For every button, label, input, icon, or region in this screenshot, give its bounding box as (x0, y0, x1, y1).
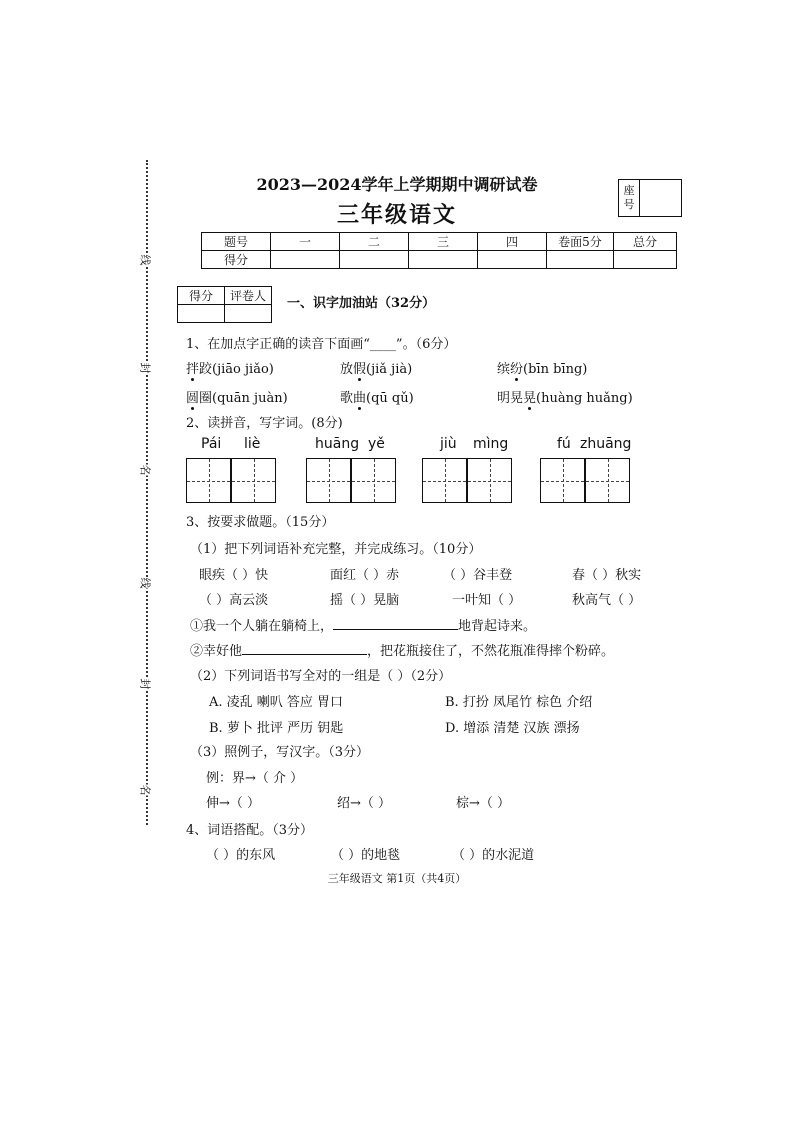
question-3-title: 3、按要求做题。（15分） (186, 515, 335, 530)
pinyin: zhuāng (580, 436, 632, 452)
idiom-fill-item[interactable]: 秋高气（ ） (572, 593, 642, 608)
binding-label: 线 (138, 577, 152, 589)
exam-title: 2023—2024学年上学期期中调研试卷 (256, 175, 538, 194)
sub-question-title: （3）照例子，写汉字。（3分） (190, 745, 370, 760)
word-match-item[interactable]: （ ）的东风 (206, 848, 276, 863)
score-row-label: 得分 (202, 251, 271, 269)
seat-number-field[interactable] (640, 180, 681, 216)
grader-score-label: 得分 (178, 287, 225, 305)
reading-item[interactable]: 拌跤(jiāo jiǎo) (186, 362, 274, 377)
pinyin: jiù (440, 436, 457, 452)
seat-label: 号 (623, 198, 635, 211)
writing-box[interactable] (422, 458, 467, 503)
question-2-title: 2、读拼音，写字词。(8分) (186, 416, 343, 431)
score-cell[interactable] (614, 251, 677, 269)
writing-box[interactable] (231, 458, 276, 503)
binding-label: 名 (138, 464, 152, 476)
blank-line[interactable] (242, 642, 367, 655)
reading-item[interactable]: 圆圈(quān juàn) (186, 391, 288, 406)
writing-box[interactable] (351, 458, 396, 503)
idiom-fill-item[interactable]: 春（ ）秋实 (572, 568, 642, 583)
score-header: 总分 (614, 233, 677, 251)
character-fill-item[interactable]: 伸→（ ） (206, 796, 261, 811)
score-header: 一 (271, 233, 340, 251)
binding-label: 名 (138, 784, 152, 796)
blank-line[interactable] (333, 617, 458, 630)
score-header: 题号 (202, 233, 271, 251)
writing-box[interactable] (306, 458, 351, 503)
question-1-title: 1、在加点字正确的读音下面画“____”。（6分） (186, 337, 457, 352)
score-header: 卷面5分 (547, 233, 614, 251)
sentence-fill-1: ①我一个人躺在躺椅上， 地背起诗来。 (190, 619, 537, 634)
grader-table (177, 286, 272, 323)
idiom-fill-item[interactable]: 眼疾（ ）快 (199, 568, 269, 583)
writing-box[interactable] (585, 458, 630, 503)
pinyin: fú (557, 436, 571, 452)
pinyin: Pái (201, 436, 222, 452)
reading-item[interactable]: 缤纷(bīn bīng) (497, 362, 588, 377)
page-footer: 三年级语文 第1页（共4页） (327, 872, 467, 885)
writing-box[interactable] (540, 458, 585, 503)
grader-score-cell[interactable] (178, 305, 225, 323)
subject-title: 三年级语文 (336, 202, 457, 228)
idiom-fill-item[interactable]: 面红（ ）赤 (330, 568, 400, 583)
score-cell[interactable] (409, 251, 478, 269)
idiom-fill-item[interactable]: （ ）高云淡 (199, 593, 269, 608)
pinyin: mìng (473, 436, 509, 452)
grader-name-cell[interactable] (225, 305, 272, 323)
idiom-fill-item[interactable]: 摇（ ）晃脑 (330, 593, 400, 608)
idiom-fill-item[interactable]: 一叶知（ ） (452, 593, 522, 608)
character-fill-item[interactable]: 绍→（ ） (337, 796, 392, 811)
section-title: 一、识字加油站（32分） (287, 296, 436, 311)
pinyin: huāng (315, 436, 360, 452)
reading-item[interactable]: 明晃晃(huàng huǎng) (497, 391, 633, 406)
score-header: 三 (409, 233, 478, 251)
reading-item[interactable]: 歌曲(qū qǔ) (340, 391, 414, 406)
pinyin: yě (368, 436, 385, 452)
idiom-fill-item[interactable]: （ ）谷丰登 (443, 568, 513, 583)
score-header: 二 (340, 233, 409, 251)
option-c[interactable]: B. 萝卜 批评 严历 钥匙 (209, 721, 344, 736)
reading-item[interactable]: 放假(jiǎ jià) (340, 362, 413, 377)
option-b[interactable]: B. 打扮 凤尾竹 棕色 介绍 (445, 695, 593, 710)
seat-number-box (618, 179, 682, 217)
score-table (201, 232, 677, 269)
score-cell[interactable] (340, 251, 409, 269)
option-a[interactable]: A. 凌乱 喇叭 答应 胃口 (209, 695, 344, 710)
word-match-item[interactable]: （ ）的地毯 (331, 848, 401, 863)
score-cell[interactable] (478, 251, 547, 269)
sub-question-title: （2）下列词语书写全对的一组是（ ）（2分） (190, 669, 452, 684)
seat-label: 座 (623, 184, 635, 197)
sub-question-title: （1）把下列词语补充完整，并完成练习。（10分） (190, 542, 482, 557)
score-header: 四 (478, 233, 547, 251)
question-4-title: 4、词语搭配。（3分） (186, 823, 314, 838)
score-cell[interactable] (547, 251, 614, 269)
sentence-fill-2: ②幸好他 ，把花瓶接住了，不然花瓶准得摔个粉碎。 (190, 644, 615, 659)
character-fill-item[interactable]: 棕→（ ） (456, 796, 511, 811)
option-d[interactable]: D. 增添 清楚 汉族 漂扬 (445, 721, 580, 736)
binding-label: 线 (138, 254, 152, 266)
grader-name-label: 评卷人 (225, 287, 272, 305)
writing-box[interactable] (186, 458, 231, 503)
score-cell[interactable] (271, 251, 340, 269)
pinyin: liè (244, 436, 261, 452)
binding-label: 封 (138, 678, 152, 690)
example-text: 例：界→（ 介 ） (206, 771, 304, 786)
writing-box[interactable] (467, 458, 512, 503)
word-match-item[interactable]: （ ）的水泥道 (452, 848, 535, 863)
binding-label: 封 (138, 362, 152, 374)
